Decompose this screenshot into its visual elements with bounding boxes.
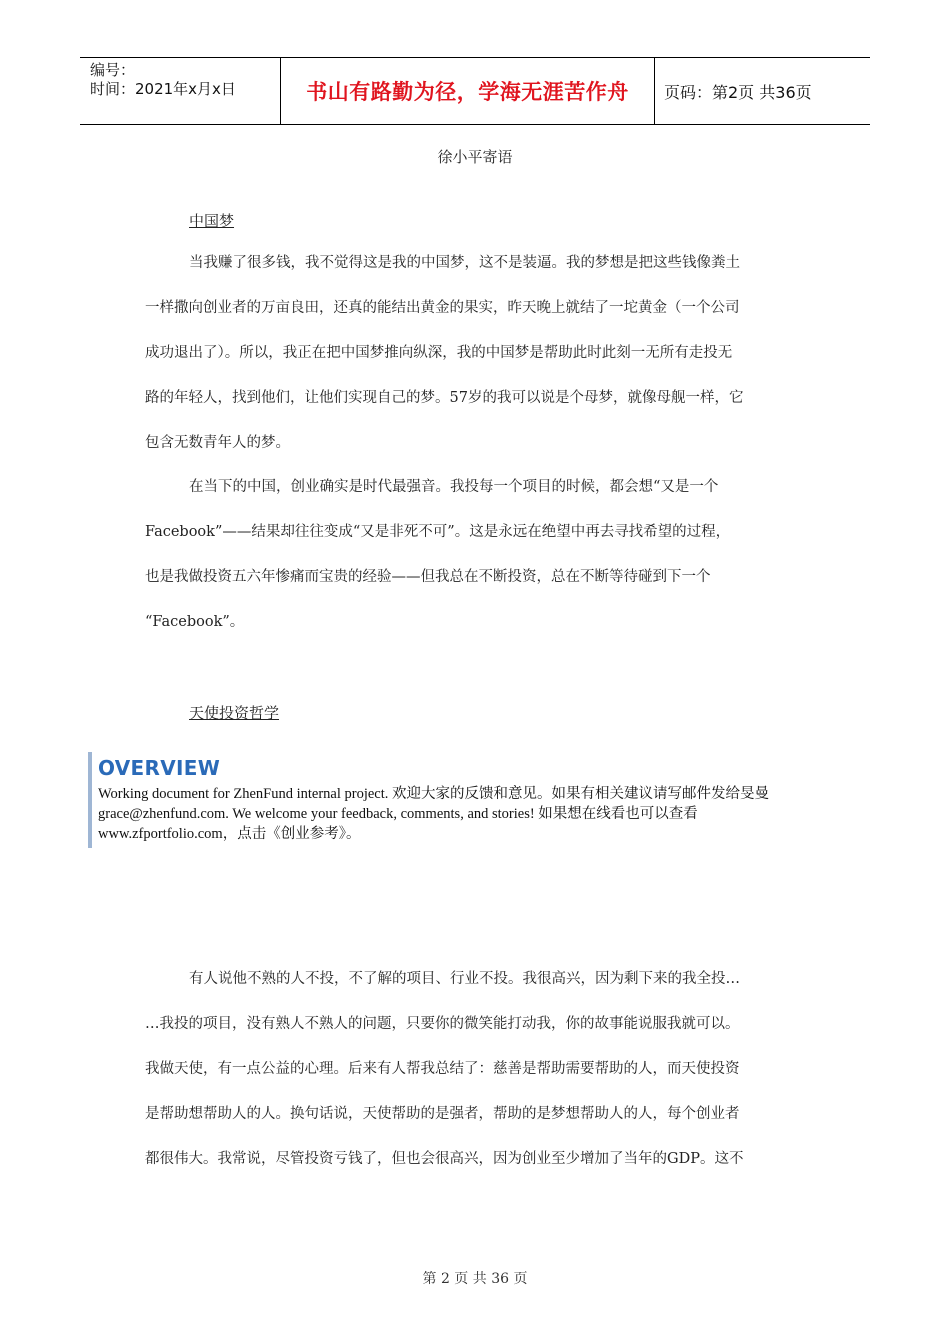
paragraph-line: 路的年轻人，找到他们，让他们实现自己的梦。57岁的我可以说是个母梦，就像母舰一样，它	[145, 390, 744, 406]
paragraph-line: 也是我做投资五六年惨痛而宝贵的经验——但我总在不断投资，总在不断等待碰到下一个	[145, 569, 711, 585]
header-motto: 书山有路勤为径，学海无涯苦作舟	[281, 58, 655, 124]
paragraph-china-dream-2	[145, 465, 805, 645]
paragraph-line: 包含无数青年人的梦。	[145, 435, 290, 451]
paragraph-line: 我做天使，有一点公益的心理。后来有人帮我总结了：慈善是帮助需要帮助的人，而天使投资	[145, 1061, 740, 1077]
overview-line: www.zfportfolio.com，点击《创业参考》。	[98, 826, 361, 842]
paragraph-line: 有人说他不熟的人不投，不了解的项目、行业不投。我很高兴，因为剩下来的我全投…	[189, 971, 740, 987]
overview-title: OVERVIEW	[98, 756, 221, 780]
paragraph-china-dream-1	[145, 241, 805, 466]
document-title: 徐小平寄语	[437, 148, 513, 166]
section-heading-angel-philosophy: 天使投资哲学	[189, 704, 280, 722]
paragraph-line: 一样撒向创业者的万亩良田，还真的能结出黄金的果实，昨天晚上就结了一坨黄金（一个公司	[145, 300, 740, 316]
paragraph-line: Facebook”——结果却往往变成“又是非死不可”。这是永远在绝望中再去寻找希望的过程，	[145, 524, 731, 540]
paragraph-line: 在当下的中国，创业确实是时代最强音。我投每一个项目的时候，都会想“又是一个	[189, 479, 719, 495]
page-footer: 第 2 页 共 36 页	[422, 1271, 528, 1287]
overview-line: Working document for ZhenFund internal project. 欢迎大家的反馈和意见。如果有相关建议请写邮件发给旻曼	[98, 786, 769, 802]
overview-body	[98, 784, 858, 844]
paragraph-line: 当我赚了很多钱，我不觉得这是我的中国梦，这不是装逼。我的梦想是把这些钱像粪土	[189, 255, 740, 271]
overview-box	[88, 752, 858, 848]
overview-line: grace@zhenfund.com. We welcome your feedback, comments, and stories! 如果想在线看也可以查看	[98, 806, 698, 822]
paragraph-angel-investing	[145, 957, 805, 1182]
paragraph-line: “Facebook”。	[145, 614, 245, 630]
paragraph-line: 成功退出了）。所以，我正在把中国梦推向纵深，我的中国梦是帮助此时此刻一无所有走投无	[145, 345, 733, 361]
header-meta-cell	[80, 58, 281, 124]
paragraph-line: 都很伟大。我常说，尽管投资亏钱了，但也会很高兴，因为创业至少增加了当年的GDP。这不	[145, 1151, 744, 1167]
paragraph-line: 是帮助想帮助人的人。换句话说，天使帮助的是强者，帮助的是梦想帮助人的人，每个创业者	[145, 1106, 740, 1122]
document-time-label: 时间：2021年x月x日	[90, 80, 236, 98]
document-number-label: 编号：	[90, 61, 136, 79]
section-heading-china-dream: 中国梦	[189, 212, 235, 230]
header-table	[80, 57, 870, 125]
header-page-info: 页码：第2页 共36页	[664, 82, 812, 102]
paragraph-line: …我投的项目，没有熟人不熟人的问题，只要你的微笑能打动我，你的故事能说服我就可以。	[145, 1016, 740, 1032]
